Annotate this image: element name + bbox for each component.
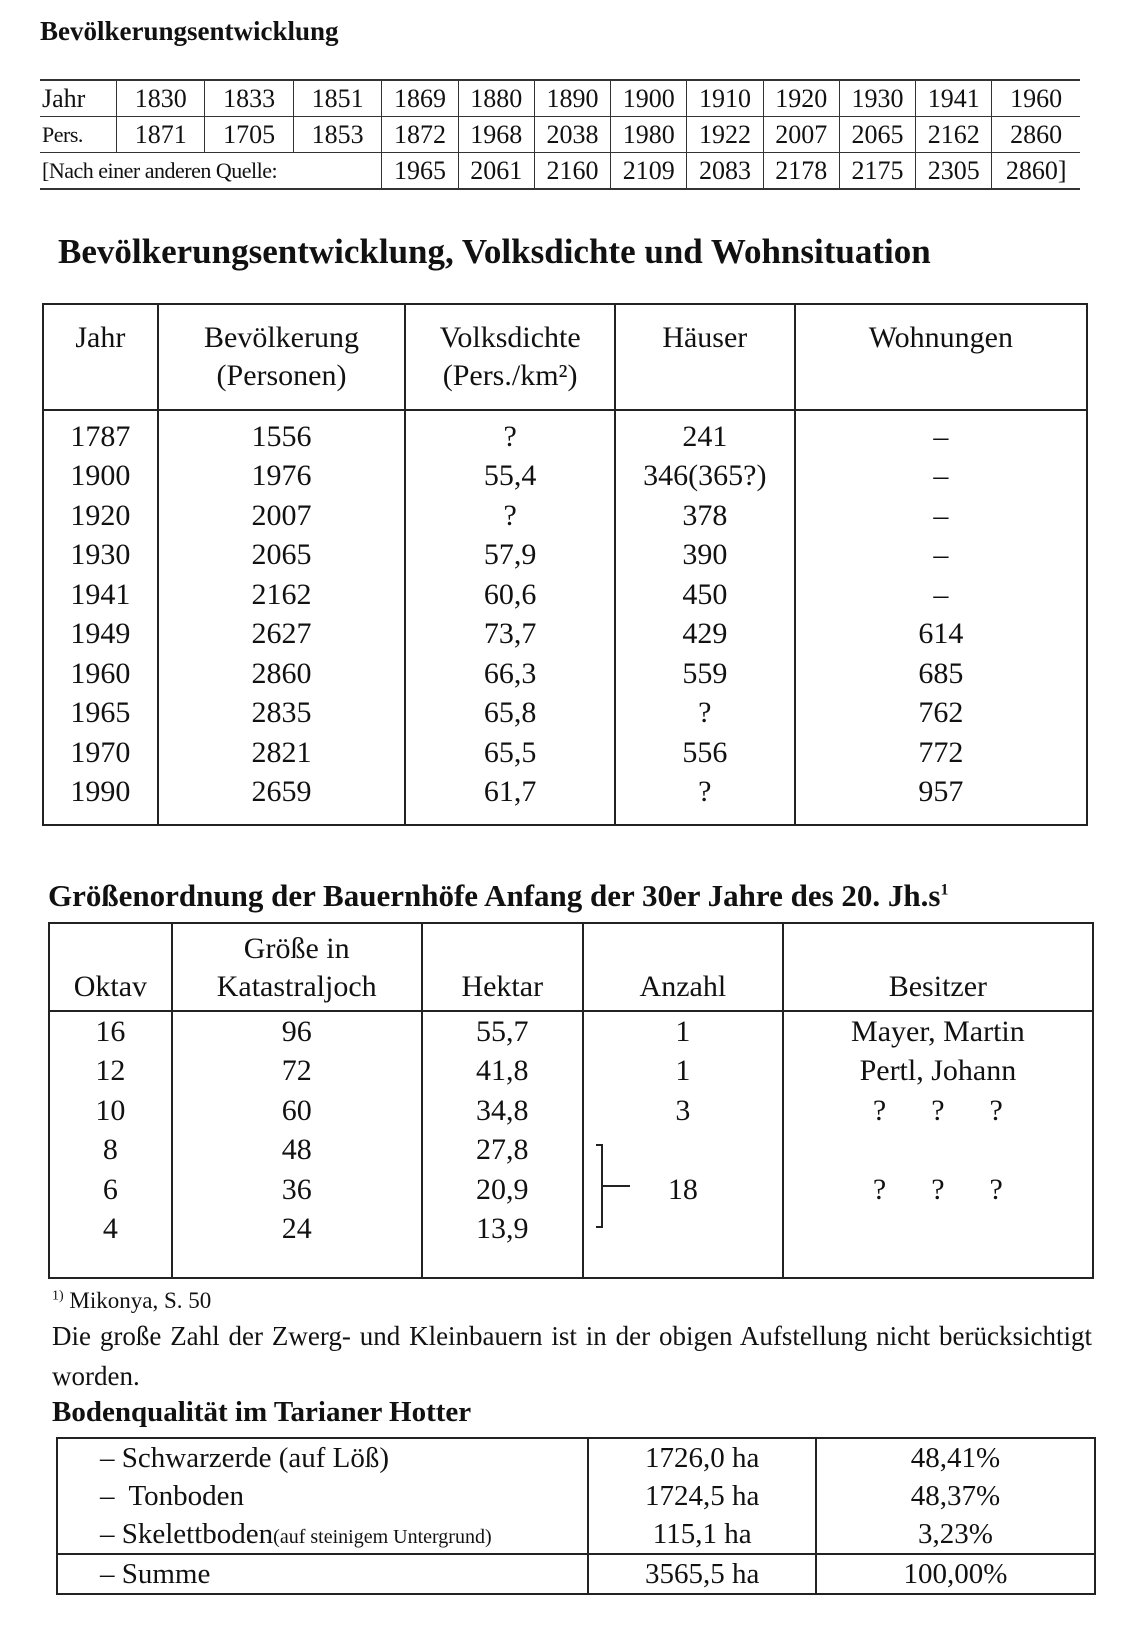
alt-cell: 2860] xyxy=(992,153,1080,190)
table-row xyxy=(49,1210,1093,1279)
alt-cell: 2061 xyxy=(458,153,534,190)
volksdichte-cell: 61,7 xyxy=(405,773,615,826)
persons-cell: 2162 xyxy=(916,117,992,153)
volksdichte-cell: 65,5 xyxy=(405,733,615,773)
year-cell: 1900 xyxy=(611,80,687,117)
joch-cell: 36 xyxy=(172,1170,422,1210)
besitzer-cell xyxy=(783,1131,1093,1171)
hektar-cell: 41,8 xyxy=(422,1052,583,1092)
year-cell: 1851 xyxy=(293,80,381,117)
hektar-cell: 55,7 xyxy=(422,1011,583,1052)
haeuser-cell: 390 xyxy=(615,536,795,576)
sum-row xyxy=(57,1554,1095,1594)
bevoelkerung-cell: 2821 xyxy=(158,733,406,773)
alt-cell: 2178 xyxy=(763,153,839,190)
table-row xyxy=(57,1477,1095,1515)
persons-cell: 1853 xyxy=(293,117,381,153)
table-row xyxy=(43,457,1087,497)
joch-cell: 48 xyxy=(172,1131,422,1171)
jahr-cell: 1970 xyxy=(70,735,131,769)
besitzer-cell: Mayer, Martin xyxy=(783,1011,1093,1052)
table-row xyxy=(43,575,1087,615)
persons-cell: 2007 xyxy=(763,117,839,153)
footnote-mark: 1) xyxy=(52,1288,64,1304)
persons-cell: 2065 xyxy=(839,117,915,153)
persons-cell: 1872 xyxy=(382,117,458,153)
haeuser-cell: 559 xyxy=(615,654,795,694)
year-cell: 1941 xyxy=(916,80,992,117)
bevoelkerung-cell: 1556 xyxy=(158,410,406,457)
soil-name-cell: – Schwarzerde (auf Löß) xyxy=(100,1441,390,1474)
header-oktav: Oktav xyxy=(49,923,172,1011)
besitzer-cell xyxy=(783,1210,1093,1279)
joch-cell: 24 xyxy=(172,1210,422,1279)
soil-name-cell: – Skelettboden(auf steinigem Untergrund) xyxy=(100,1517,492,1550)
bevoelkerung-cell: 2835 xyxy=(158,694,406,734)
persons-row xyxy=(40,117,1080,153)
note-paragraph: Die große Zahl der Zwerg- und Kleinbauern ist in der obigen Aufstellung nicht berücksichtigt worden. xyxy=(52,1321,1092,1391)
year-cell: 1869 xyxy=(382,80,458,117)
persons-cell: 1705 xyxy=(205,117,293,153)
haeuser-cell: ? xyxy=(615,694,795,734)
alt-cell: 2083 xyxy=(687,153,763,190)
volksdichte-cell: 57,9 xyxy=(405,536,615,576)
density-header-row xyxy=(43,304,1087,410)
section-title-density: Bevölkerungsentwicklung, Volksdichte und Wohnsituation xyxy=(58,232,931,271)
wohnungen-cell: – xyxy=(795,410,1087,457)
bevoelkerung-cell: 2065 xyxy=(158,536,406,576)
oktav-cell: 8 xyxy=(102,1133,118,1167)
wohnungen-cell: 614 xyxy=(795,615,1087,655)
hektar-cell: 27,8 xyxy=(422,1131,583,1171)
table-row xyxy=(43,410,1087,457)
header-bevoelkerung: Bevölkerung (Personen) xyxy=(158,304,406,410)
persons-label: Pers. xyxy=(40,117,116,153)
haeuser-cell: 556 xyxy=(615,733,795,773)
soil-area-cell: 1724,5 ha xyxy=(588,1477,815,1515)
population-year-table xyxy=(40,79,1080,190)
volksdichte-cell: 73,7 xyxy=(405,615,615,655)
table-row xyxy=(43,615,1087,655)
haeuser-cell: 346(365?) xyxy=(615,457,795,497)
oktav-cell: 6 xyxy=(102,1172,118,1206)
sum-label-cell: – Summe xyxy=(57,1554,588,1594)
header-wohnungen: Wohnungen xyxy=(795,304,1087,410)
persons-cell: 1980 xyxy=(611,117,687,153)
header-anzahl: Anzahl xyxy=(583,923,783,1011)
haeuser-cell: 429 xyxy=(615,615,795,655)
jahr-cell: 1930 xyxy=(70,538,131,572)
header-hektar: Hektar xyxy=(422,923,583,1011)
section-title-soil-quality: Bodenqualität im Tarianer Hotter xyxy=(52,1396,472,1428)
persons-cell: 2038 xyxy=(534,117,610,153)
soil-area-cell: 1726,0 ha xyxy=(588,1438,815,1477)
jahr-cell: 1965 xyxy=(70,696,131,730)
wohnungen-cell: 772 xyxy=(795,733,1087,773)
anzahl-cell: 3 xyxy=(583,1091,783,1131)
soil-pct-cell: 48,37% xyxy=(816,1477,1095,1515)
header-besitzer: Besitzer xyxy=(783,923,1093,1011)
year-cell: 1890 xyxy=(534,80,610,117)
besitzer-cell: Pertl, Johann xyxy=(783,1052,1093,1092)
haeuser-cell: 241 xyxy=(615,410,795,457)
year-cell: 1833 xyxy=(205,80,293,117)
table-row xyxy=(43,694,1087,734)
jahr-cell: 1941 xyxy=(70,577,131,611)
year-cell: 1830 xyxy=(116,80,204,117)
header-volksdichte: Volksdichte (Pers./km²) xyxy=(405,304,615,410)
alt-cell: 2305 xyxy=(916,153,992,190)
anzahl-group-cell xyxy=(583,1131,783,1279)
besitzer-cell: ? ? ? xyxy=(783,1091,1093,1131)
wohnungen-cell: – xyxy=(795,536,1087,576)
table-row xyxy=(49,1011,1093,1052)
bevoelkerung-cell: 2860 xyxy=(158,654,406,694)
wohnungen-cell: – xyxy=(795,575,1087,615)
hektar-cell: 34,8 xyxy=(422,1091,583,1131)
table-row xyxy=(43,496,1087,536)
title-footnote-mark: 1 xyxy=(940,881,949,899)
jahr-cell: 1960 xyxy=(70,656,131,690)
year-cell: 1880 xyxy=(458,80,534,117)
anzahl-cell: 1 xyxy=(583,1052,783,1092)
persons-cell: 1968 xyxy=(458,117,534,153)
volksdichte-cell: ? xyxy=(405,496,615,536)
volksdichte-cell: 66,3 xyxy=(405,654,615,694)
alt-cell: 2160 xyxy=(534,153,610,190)
soil-pct-cell: 3,23% xyxy=(816,1515,1095,1554)
farm-table-body xyxy=(49,1011,1093,1278)
oktav-cell: 10 xyxy=(95,1093,126,1127)
jahr-cell: 1787 xyxy=(70,419,131,453)
haeuser-cell: 378 xyxy=(615,496,795,536)
anzahl-cell: 18 xyxy=(667,1172,698,1206)
alt-cell: 2109 xyxy=(611,153,687,190)
joch-cell: 72 xyxy=(172,1052,422,1092)
table-row xyxy=(57,1515,1095,1554)
besitzer-cell: ? ? ? xyxy=(783,1170,1093,1210)
wohnungen-cell: 957 xyxy=(795,773,1087,826)
soil-name-cell: – Tonboden xyxy=(100,1479,245,1512)
volksdichte-cell: ? xyxy=(405,410,615,457)
years-label: Jahr xyxy=(40,80,116,117)
volksdichte-cell: 65,8 xyxy=(405,694,615,734)
volksdichte-cell: 55,4 xyxy=(405,457,615,497)
year-cell: 1920 xyxy=(763,80,839,117)
alt-source-label: [Nach einer anderen Quelle: xyxy=(42,157,278,183)
year-cell: 1910 xyxy=(687,80,763,117)
jahr-cell: 1920 xyxy=(70,498,131,532)
jahr-cell: 1990 xyxy=(70,775,131,809)
table-row xyxy=(49,1091,1093,1131)
table-row xyxy=(49,1170,1093,1210)
years-row xyxy=(40,80,1080,117)
persons-cell: 1922 xyxy=(687,117,763,153)
oktav-cell: 4 xyxy=(102,1212,118,1246)
hektar-cell: 13,9 xyxy=(422,1210,583,1279)
header-haeuser: Häuser xyxy=(615,304,795,410)
hektar-cell: 20,9 xyxy=(422,1170,583,1210)
sum-pct-cell: 100,00% xyxy=(816,1554,1095,1594)
bracket-icon xyxy=(594,1141,634,1231)
volksdichte-cell: 60,6 xyxy=(405,575,615,615)
persons-cell: 1871 xyxy=(116,117,204,153)
density-table-body xyxy=(43,410,1087,825)
wohnungen-cell: – xyxy=(795,496,1087,536)
year-cell: 1960 xyxy=(992,80,1080,117)
table-row xyxy=(57,1438,1095,1477)
soil-area-cell: 115,1 ha xyxy=(588,1515,815,1554)
wohnungen-cell: 762 xyxy=(795,694,1087,734)
anzahl-cell: 1 xyxy=(583,1011,783,1052)
table-row xyxy=(49,1052,1093,1092)
footnote xyxy=(52,1288,211,1314)
soil-quality-table xyxy=(56,1437,1096,1595)
section-title-population: Bevölkerungsentwicklung xyxy=(40,16,339,46)
haeuser-cell: 450 xyxy=(615,575,795,615)
farm-header-row xyxy=(49,923,1093,1011)
oktav-cell: 12 xyxy=(95,1054,126,1088)
wohnungen-cell: 685 xyxy=(795,654,1087,694)
header-jahr: Jahr xyxy=(43,304,158,410)
bevoelkerung-cell: 2627 xyxy=(158,615,406,655)
header-groesse: Größe in Katastraljoch xyxy=(172,923,422,1011)
table-row xyxy=(43,773,1087,826)
footnote-text: Mikonya, S. 50 xyxy=(69,1288,212,1313)
bevoelkerung-cell: 2162 xyxy=(158,575,406,615)
alt-source-row xyxy=(40,153,1080,190)
jahr-cell: 1949 xyxy=(70,617,131,651)
table-row xyxy=(43,536,1087,576)
density-table xyxy=(42,303,1088,826)
bevoelkerung-cell: 2659 xyxy=(158,773,406,826)
table-row xyxy=(49,1131,1093,1171)
joch-cell: 96 xyxy=(172,1011,422,1052)
section-title-farm-sizes: Größenordnung der Bauernhöfe Anfang der 30er Jahre des 20. $Jh.s^1$ xyxy=(48,878,949,913)
soil-pct-cell: 48,41% xyxy=(816,1438,1095,1477)
oktav-cell: 16 xyxy=(95,1014,126,1048)
persons-cell: 2860 xyxy=(992,117,1080,153)
alt-cell: 2175 xyxy=(839,153,915,190)
farm-size-table xyxy=(48,922,1094,1279)
alt-cell: 1965 xyxy=(382,153,458,190)
jahr-cell: 1900 xyxy=(70,459,131,493)
table-row xyxy=(43,654,1087,694)
table-row xyxy=(43,733,1087,773)
year-cell: 1930 xyxy=(839,80,915,117)
sum-area-cell: 3565,5 ha xyxy=(588,1554,815,1594)
haeuser-cell: ? xyxy=(615,773,795,826)
joch-cell: 60 xyxy=(172,1091,422,1131)
bevoelkerung-cell: 1976 xyxy=(158,457,406,497)
bevoelkerung-cell: 2007 xyxy=(158,496,406,536)
wohnungen-cell: – xyxy=(795,457,1087,497)
